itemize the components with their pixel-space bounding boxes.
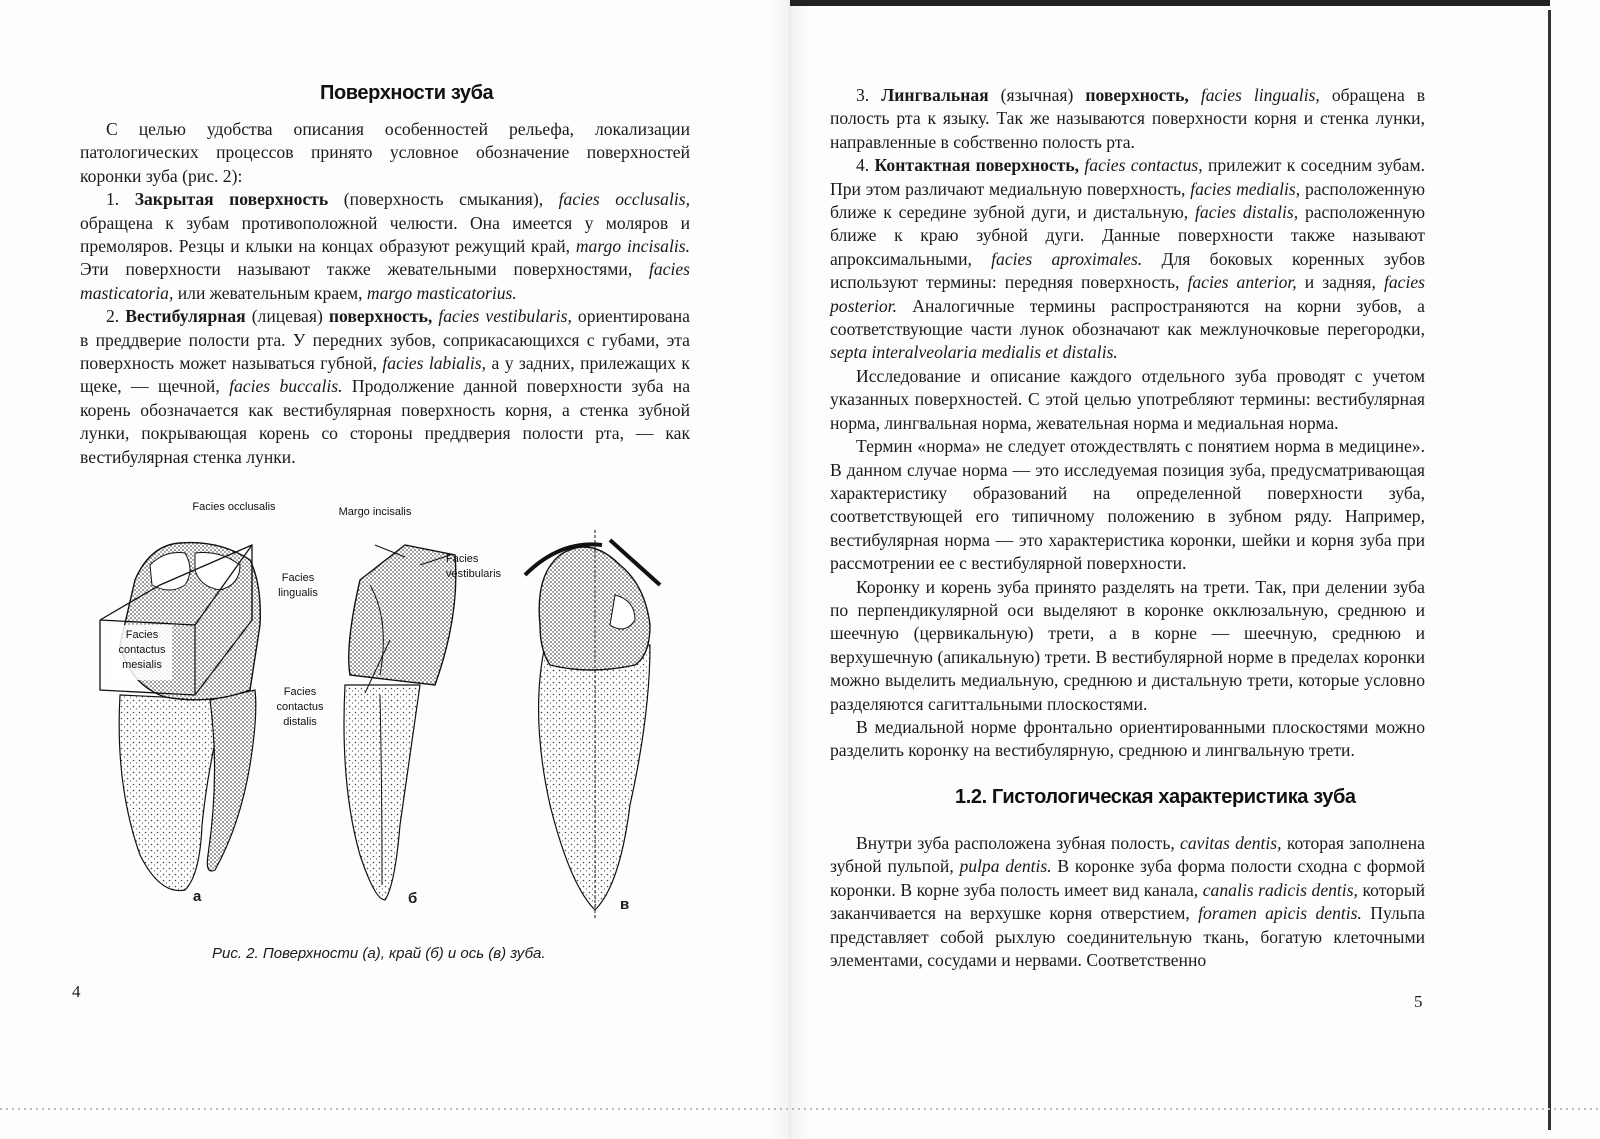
item-text: Продолжение данной поверхности зуба на корень обозначается как вестибулярная поверхность корня, а стенка зубной лунки, покрывающая корень со стороны преддверия полости рта, — как вестибулярная стенка лунки. <box>80 376 691 467</box>
item-text: обращена к зубам противоположной челюсти. Она имеется у моляров и премоляров. Резцы и клыки на концах образуют режущий край, <box>80 212 690 257</box>
item-text: Аналогичные термины распространяются на корни зубов, а соответствующие части лунок обозначают как межлуночковые перегородки, <box>830 295 1425 340</box>
tooth-figure <box>90 525 690 935</box>
latin-term: facies medialis, <box>1190 178 1301 199</box>
item-term: поверхность, <box>328 306 433 327</box>
item-text: ориентирована в преддверие полости рта. У передних зубов, соприкасающихся с губами, эта поверхность может называться губной, <box>80 306 690 374</box>
scan-bottom-edge <box>0 1108 1600 1110</box>
intro-paragraph: С целью удобства описания особенностей рельефа, локализации патологических процессов принято условное обозначение поверхностей коронки зуба (рис. 2): <box>80 119 690 186</box>
left-page-title: Поверхности зуба <box>320 82 494 104</box>
paragraph-histology <box>830 832 1425 972</box>
item-text: прилежит к соседним зубам. При этом различают медиальную поверхность, <box>830 155 1425 199</box>
latin-term: canalis radicis dentis, <box>1202 879 1358 900</box>
item-number: 4. <box>856 155 870 176</box>
item-text: В коронке зуба форма полости сходна с формой коронки. В корне зуба полость имеет вид канала, <box>830 856 1425 900</box>
paragraph-medial: В медиальной норме фронтально ориентированными плоскостями можно разделить коронку на вестибулярную, среднюю и лингвальную трети. <box>830 716 1425 761</box>
item-vestibular <box>80 305 690 469</box>
book-gutter <box>770 0 810 1139</box>
item-occlusal <box>80 188 690 305</box>
scan-top-edge <box>790 0 1550 6</box>
latin-term: foramen apicis dentis. <box>1198 903 1362 924</box>
item-text: или жевательным краем, <box>177 282 363 303</box>
figure-letter-b: б <box>408 890 418 907</box>
item-text: которая заполнена зубной пульпой, <box>830 833 1425 877</box>
latin-term: facies posterior. <box>830 272 1426 316</box>
label-margo-incisalis: Margo incisalis <box>338 506 412 518</box>
latin-term: facies aproximales. <box>991 248 1143 269</box>
latin-term: facies labialis, <box>382 353 487 374</box>
item-text: расположенную ближе к краю зубной дуги. Данные поверхности также называют апроксимальными, <box>830 202 1425 269</box>
item-text: и задняя, <box>1304 272 1376 293</box>
paragraph-study: Исследование и описание каждого отдельного зуба проводят с учетом указанных поверхностей. С этой целью употребляют термины: вестибулярная норма, лингвальная норма, жевательная норма и медиальная норма. <box>830 365 1425 433</box>
incisor-illustration <box>344 545 456 900</box>
item-text: Пульпа представляет собой рыхлую соединительную ткань, богатую клеточными элементами, сосудами и нервами. Соответственно <box>830 903 1425 971</box>
latin-term: facies distalis, <box>1195 202 1299 223</box>
latin-term: facies buccalis. <box>229 376 343 397</box>
latin-term: facies contactus, <box>1084 155 1203 176</box>
figure-letter-v: в <box>620 896 630 913</box>
scan-right-edge <box>1548 10 1551 1130</box>
item-term: поверхность, <box>1085 85 1189 105</box>
item-term: Контактная поверхность, <box>874 155 1080 176</box>
item-term: Вестибулярная <box>125 306 246 327</box>
latin-term: septa interalveolaria medialis et distalis. <box>830 342 1118 363</box>
latin-term: facies lingualis, <box>1200 85 1320 105</box>
latin-term: cavitas dentis, <box>1180 833 1282 853</box>
label-facies-occlusalis: Facies occlusalis <box>192 501 276 513</box>
page-number-left: 4 <box>72 982 81 1001</box>
right-page-body-bottom <box>830 832 1425 972</box>
molar-illustration <box>100 543 260 891</box>
item-number: 2. <box>106 306 120 327</box>
item-text: Внутри зуба расположена зубная полость, <box>856 833 1175 853</box>
item-alt: (поверхность смыкания), <box>343 189 544 210</box>
figure-letter-a: а <box>193 888 202 905</box>
item-term: Закрытая поверхность <box>134 189 329 210</box>
item-lingual <box>830 84 1425 154</box>
label-facies-lingualis: Facies lingualis <box>278 572 318 599</box>
paragraph-norma: Термин «норма» не следует отождествлять с понятием норма в медицине». В данном случае норма — это исследуемая позиция зуба, предусматривающая характеристику образований на определенной поверхности зуба, соответствующей его типичному положению в зубном ряду. Например, вестибулярная норма — это характеристика коронки, шейки и корня зуба при рассмотрении ее с вестибулярной поверхности. <box>830 436 1425 574</box>
right-page-body-top <box>830 84 1425 763</box>
item-text: а у задних, прилежащих к щеке, — щечной, <box>80 353 690 397</box>
item-text: который заканчивается на верхушке корня отверстием, <box>830 879 1426 924</box>
item-text: расположенную ближе к середине зубной дуги, и дистальную, <box>830 178 1425 223</box>
latin-term: facies anterior, <box>1187 272 1297 293</box>
page-number-right: 5 <box>1414 992 1423 1011</box>
paragraph-thirds: Коронку и корень зуба принято разделять на трети. Так, при делении зуба по перпендикулярной оси выделяют в коронке окклюзальную, среднюю и шеечную (цервикальную) трети, а в корне — шеечную, среднюю и верхушечную (апикальную) трети. В вестибулярной норме в пределах коронки можно выделить медиальную, среднюю и дистальную трети, которые условно разделяются сагиттальными плоскостями. <box>830 576 1425 714</box>
item-contact <box>830 154 1425 365</box>
canine-illustration <box>525 530 660 920</box>
latin-term: margo masticatorius. <box>366 282 517 303</box>
item-number: 1. <box>106 189 120 210</box>
left-page-body <box>80 118 690 469</box>
label-facies-contactus-distalis: Facies contactus distalis <box>276 686 324 728</box>
label-facies-vestibularis: Facies vestibularis <box>446 553 502 580</box>
item-alt: (лицевая) <box>251 306 323 327</box>
item-text: обращена в полость рта к языку. Так же называются поверхности корня и стенка лунки, направленные в собственно полость рта. <box>830 85 1426 152</box>
section-title: 1.2. Гистологическая характеристика зуба <box>955 786 1356 808</box>
latin-term: facies occlusalis, <box>558 189 690 210</box>
latin-term: facies vestibularis, <box>438 306 572 327</box>
latin-term: margo incisalis. <box>575 236 690 257</box>
label-facies-contactus-mesialis: Facies contactus mesialis <box>118 629 166 671</box>
latin-term: pulpa dentis. <box>959 856 1052 877</box>
item-text: Для боковых коренных зубов используют термины: передняя поверхность, <box>830 248 1426 293</box>
figure-caption: Рис. 2. Поверхности (а), край (б) и ось (в) зуба. <box>212 945 546 962</box>
item-number: 3. <box>856 85 870 105</box>
item-term: Лингвальная <box>881 85 989 105</box>
item-alt: (язычная) <box>1000 85 1074 105</box>
latin-term: facies masticatoria, <box>80 259 690 303</box>
item-text: Эти поверхности называют также жевательными поверхностями, <box>80 259 633 280</box>
